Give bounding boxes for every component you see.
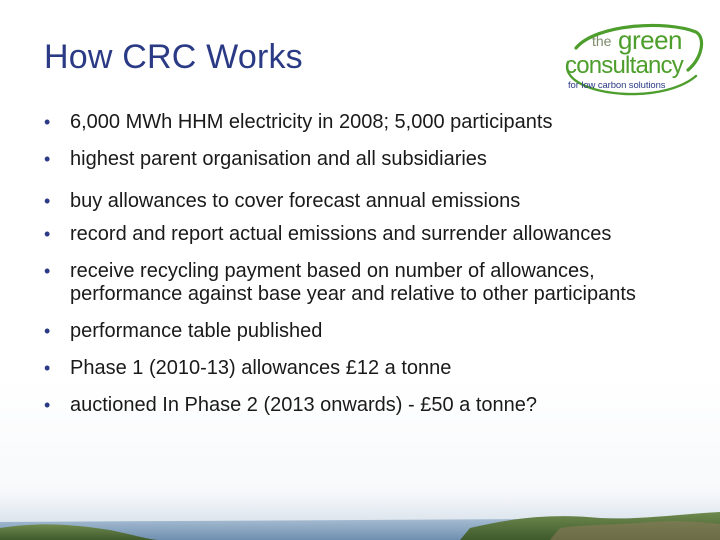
bullet-item bbox=[44, 223, 684, 246]
green-consultancy-logo bbox=[556, 18, 706, 98]
bullet-item bbox=[44, 148, 684, 171]
bullet-text: 6,000 MWh HHM electricity in 2008; 5,000 participants bbox=[70, 111, 553, 133]
bullet-dot: • bbox=[44, 224, 51, 244]
bullet-dot: • bbox=[44, 395, 51, 415]
bullet-dot: • bbox=[44, 321, 51, 341]
logo-green-text: green bbox=[618, 25, 682, 55]
slide-title: How CRC Works bbox=[44, 38, 303, 76]
logo-the-text: the bbox=[592, 33, 612, 49]
bullet-text: receive recycling payment based on number of allowances, performance against base year and relative to other participants bbox=[70, 260, 636, 305]
bullet-text: buy allowances to cover forecast annual emissions bbox=[70, 190, 521, 212]
bullet-text: performance table published bbox=[70, 320, 323, 342]
coastal-landscape-image bbox=[0, 478, 720, 540]
logo-tagline: for low carbon solutions bbox=[568, 80, 666, 91]
bullet-text: Phase 1 (2010-13) allowances £12 a tonne bbox=[70, 357, 452, 379]
bullet-item bbox=[44, 260, 684, 306]
bullet-item bbox=[44, 190, 684, 213]
bullet-item bbox=[44, 357, 684, 380]
bullet-text: auctioned In Phase 2 (2013 onwards) - £50 a tonne? bbox=[70, 394, 537, 416]
bullet-item bbox=[44, 320, 684, 343]
bullet-text: record and report actual emissions and surrender allowances bbox=[70, 223, 612, 245]
bullet-dot: • bbox=[44, 191, 51, 211]
bullet-item bbox=[44, 394, 684, 417]
bullet-dot: • bbox=[44, 358, 51, 378]
bullet-dot: • bbox=[44, 149, 51, 169]
logo-consultancy-text: consultancy bbox=[565, 52, 683, 79]
bullet-text: highest parent organisation and all subsidiaries bbox=[70, 148, 487, 170]
bullet-dot: • bbox=[44, 261, 51, 281]
bullet-item bbox=[44, 111, 684, 134]
bullet-dot: • bbox=[44, 112, 51, 132]
bullet-list bbox=[44, 111, 684, 431]
